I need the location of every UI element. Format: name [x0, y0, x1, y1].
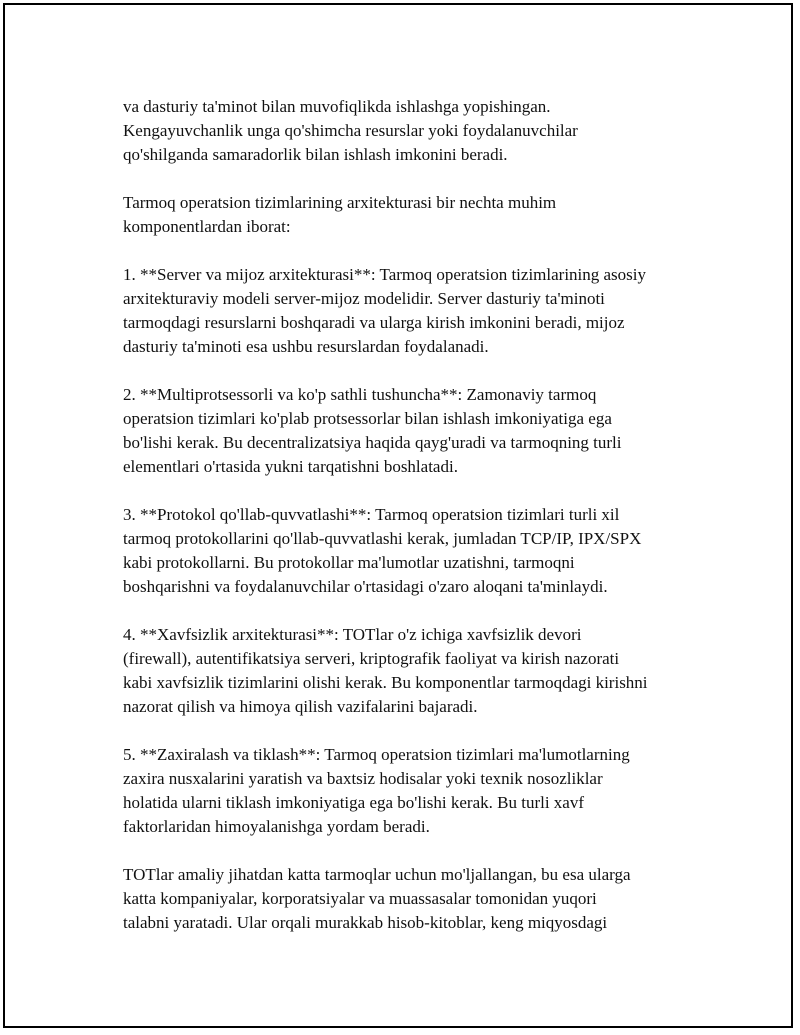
text-line: arxitekturaviy modeli server-mijoz modelidir. Server dasturiy ta'minoti: [123, 289, 605, 308]
list-item-protocol-support: [123, 503, 723, 599]
text-line: qo'shilganda samaradorlik bilan ishlash imkonini beradi.: [123, 145, 508, 164]
text-line: bo'lishi kerak. Bu decentralizatsiya haqida qayg'uradi va tarmoqning turli: [123, 433, 622, 452]
document-body: [123, 95, 723, 959]
list-item-multiprocessor: [123, 383, 723, 479]
text-line: tarmoq protokollarini qo'llab-quvvatlashi kerak, jumladan TCP/IP, IPX/SPX: [123, 529, 642, 548]
text-line: 5. **Zaxiralash va tiklash**: Tarmoq operatsion tizimlari ma'lumotlarning: [123, 745, 630, 764]
text-line: kabi xavfsizlik tizimlarini olishi kerak. Bu komponentlar tarmoqdagi kirishni: [123, 673, 648, 692]
text-line: 3. **Protokol qo'llab-quvvatlashi**: Tarmoq operatsion tizimlari turli xil: [123, 505, 620, 524]
text-line: Tarmoq operatsion tizimlarining arxitekturasi bir nechta muhim: [123, 193, 557, 212]
text-line: zaxira nusxalarini yaratish va baxtsiz hodisalar yoki texnik nosozliklar: [123, 769, 603, 788]
text-line: kabi protokollarni. Bu protokollar ma'lumotlar uzatishni, tarmoqni: [123, 553, 575, 572]
text-line: tarmoqdagi resurslarni boshqaradi va ularga kirish imkonini beradi, mijoz: [123, 313, 625, 332]
text-line: talabni yaratadi. Ular orqali murakkab hisob-kitoblar, keng miqyosdagi: [123, 913, 608, 932]
text-line: elementlari o'rtasida yukni tarqatishni boshlatadi.: [123, 457, 458, 476]
text-line: TOTlar amaliy jihatdan katta tarmoqlar uchun mo'ljallangan, bu esa ularga: [123, 865, 631, 884]
text-line: holatida ularni tiklash imkoniyatiga ega bo'lishi kerak. Bu turli xavf: [123, 793, 585, 812]
paragraph-architecture-intro: [123, 191, 723, 239]
text-line: komponentlardan iborat:: [123, 217, 291, 236]
text-line: 4. **Xavfsizlik arxitekturasi**: TOTlar o'z ichiga xavfsizlik devori: [123, 625, 582, 644]
text-line: (firewall), autentifikatsiya serveri, kriptografik faoliyat va kirish nazorati: [123, 649, 620, 668]
paragraph-conclusion: [123, 863, 723, 935]
paragraph-intro-continuation: [123, 95, 723, 167]
text-line: 2. **Multiprotsessorli va ko'p sathli tushuncha**: Zamonaviy tarmoq: [123, 385, 597, 404]
text-line: faktorlaridan himoyalanishga yordam beradi.: [123, 817, 430, 836]
text-line: va dasturiy ta'minot bilan muvofiqlikda ishlashga yopishingan.: [123, 97, 551, 116]
page-frame: [3, 3, 793, 1028]
text-line: katta kompaniyalar, korporatsiyalar va muassasalar tomonidan yuqori: [123, 889, 597, 908]
text-line: operatsion tizimlari ko'plab protsessorlar bilan ishlash imkoniyatiga ega: [123, 409, 612, 428]
text-line: dasturiy ta'minoti esa ushbu resurslardan foydalanadi.: [123, 337, 489, 356]
text-line: nazorat qilish va himoya qilish vazifalarini bajaradi.: [123, 697, 478, 716]
text-line: boshqarishni va foydalanuvchilar o'rtasidagi o'zaro aloqani ta'minlaydi.: [123, 577, 608, 596]
list-item-security: [123, 623, 723, 719]
list-item-server-client: [123, 263, 723, 359]
text-line: Kengayuvchanlik unga qo'shimcha resurslar yoki foydalanuvchilar: [123, 121, 578, 140]
list-item-backup-recovery: [123, 743, 723, 839]
text-line: 1. **Server va mijoz arxitekturasi**: Tarmoq operatsion tizimlarining asosiy: [123, 265, 647, 284]
